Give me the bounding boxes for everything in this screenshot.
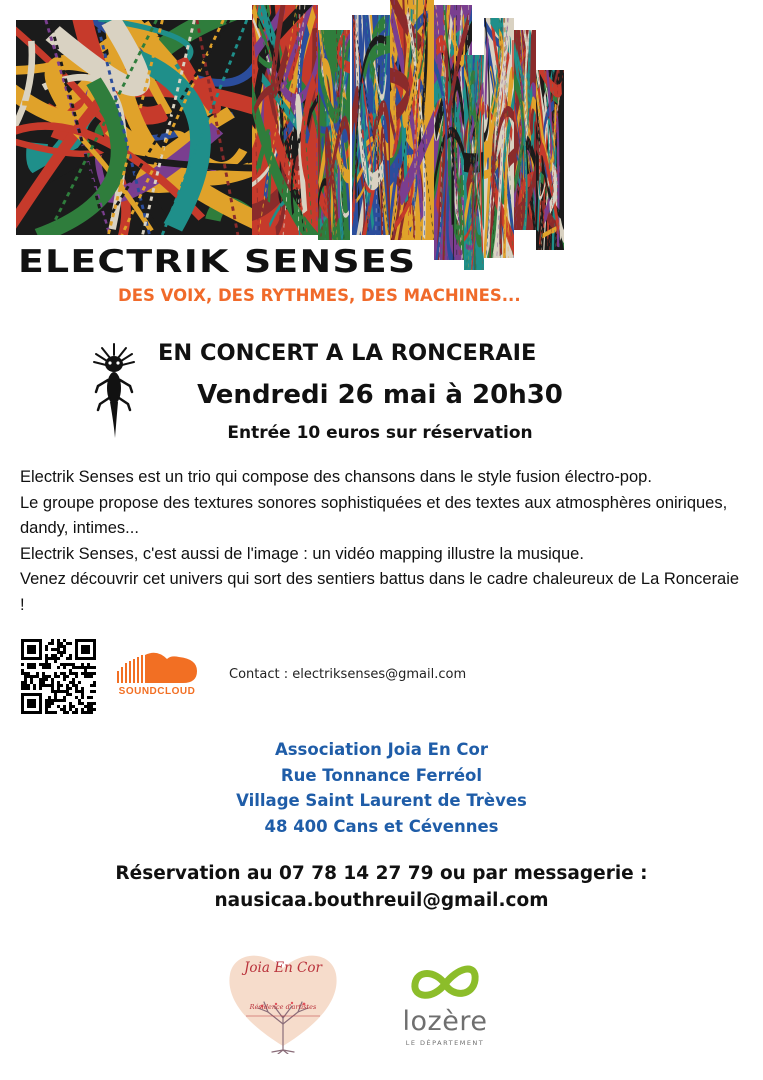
lozere-infinity-icon	[395, 958, 495, 1008]
description	[20, 465, 745, 618]
description-line: Electrik Senses, c'est aussi de l'image : un vidéo mapping illustre la musique.	[20, 544, 584, 563]
artwork-tile	[352, 15, 390, 235]
reservation-block	[60, 860, 703, 914]
reservation-email[interactable]: nausicaa.bouthreuil@gmail.com	[214, 890, 549, 911]
tagline: DES VOIX, DES RYTHMES, DES MACHINES...	[118, 286, 521, 305]
concert-price: Entrée 10 euros sur réservation	[227, 423, 533, 443]
address-block	[130, 737, 633, 839]
joia-subtitle: Résidence d'artistes	[249, 1003, 317, 1011]
address-line: 48 400 Cans et Cévennes	[264, 816, 499, 836]
description-line: Venez découvrir cet univers qui sort des sentiers battus dans le cadre chaleureux de La Ronceraie !	[20, 570, 740, 614]
artwork-tile	[390, 0, 434, 240]
lozere-subtitle: LE DÉPARTEMENT	[405, 1039, 485, 1047]
artwork-tile	[252, 5, 318, 235]
address-line: Rue Tonnance Ferréol	[280, 765, 483, 785]
soundcloud-label: SOUNDCLOUD	[118, 686, 196, 697]
artwork-tile	[16, 20, 256, 235]
joia-name: Joia En Cor	[244, 960, 322, 976]
axolotl-icon	[88, 340, 140, 440]
concert-title: EN CONCERT A LA RONCERAIE	[158, 340, 537, 366]
lozere-logo	[395, 958, 495, 1052]
artwork-tile	[464, 55, 484, 270]
soundcloud-icon	[113, 651, 201, 687]
band-name: ELECTRIK SENSES	[18, 244, 417, 280]
reservation-phone: Réservation au 07 78 14 27 79 ou par messagerie :	[115, 863, 648, 884]
artwork-tile	[514, 30, 536, 230]
joia-en-cor-logo	[222, 946, 344, 1054]
artwork-tile	[484, 18, 514, 258]
soundcloud-link[interactable]	[113, 651, 201, 701]
qr-code-icon[interactable]	[21, 639, 96, 714]
description-line: Le groupe propose des textures sonores sophistiquées et des textes aux atmosphères oniriques, dandy, intimes...	[20, 493, 728, 537]
description-line: Electrik Senses est un trio qui compose des chansons dans le style fusion électro-pop.	[20, 468, 652, 486]
concert-date: Vendredi 26 mai à 20h30	[197, 380, 563, 410]
artwork-tile	[536, 70, 564, 250]
artwork-tile	[318, 30, 350, 240]
lozere-name: lozère	[402, 1006, 488, 1037]
address-line: Association Joia En Cor	[274, 740, 489, 759]
address-line: Village Saint Laurent de Trèves	[236, 791, 527, 810]
contact-email[interactable]: Contact : electriksenses@gmail.com	[229, 667, 467, 682]
